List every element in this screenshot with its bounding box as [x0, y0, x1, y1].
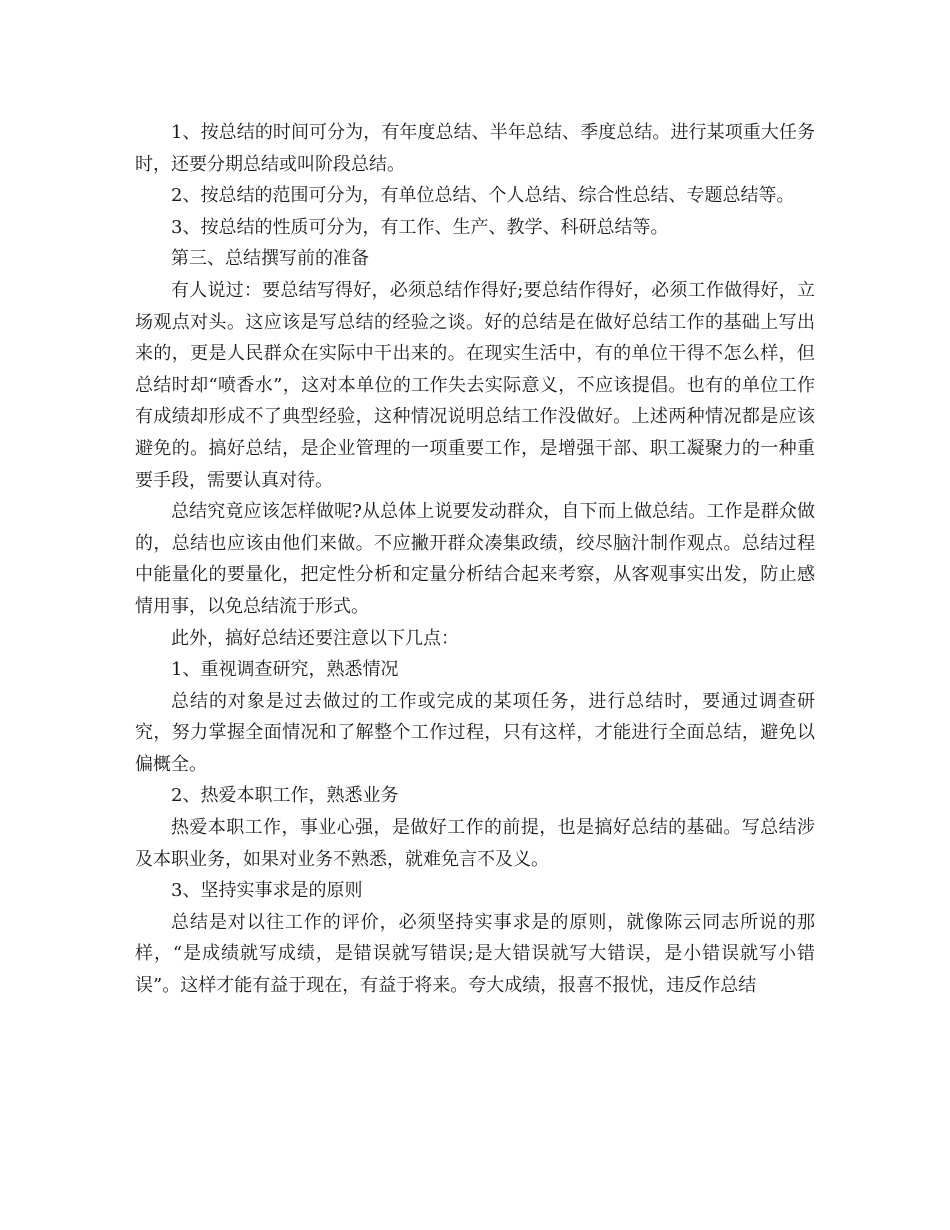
document-body: [135, 117, 815, 1002]
paragraph-investigation: 总结的对象是过去做过的工作或完成的某项任务，进行总结时，要通过调查研究，努力掌握全面情况和了解整个工作过程，只有这样，才能进行全面总结，避免以偏概全。: [135, 690, 815, 775]
paragraph-nature-classification: 3、按总结的性质可分为，有工作、生产、教学、科研总结等。: [171, 216, 669, 238]
point-heading-investigation: 1、重视调查研究，熟悉情况: [171, 659, 399, 681]
point-heading-love-work: 2、热爱本职工作，熟悉业务: [171, 785, 399, 807]
paragraph-scope-classification: 2、按总结的范围可分为，有单位总结、个人总结、综合性总结、专题总结等。: [171, 185, 795, 207]
section-heading-preparation: 第三、总结撰写前的准备: [171, 248, 369, 270]
paragraph-points-intro: 此外，搞好总结还要注意以下几点：: [171, 627, 459, 649]
paragraph-how-to-summarize: 总结究竟应该怎样做呢?从总体上说要发动群众，自下而上做总结。工作是群众做的，总结也应该由他们来做。不应撇开群众凑集政绩，绞尽脑汁制作观点。总结过程中能量化的要量化，把定性分析和定量分析结合起来考察，从客观事实出发，防止感情用事，以免总结流于形式。: [135, 501, 815, 617]
point-heading-truth: 3、坚持实事求是的原则: [171, 880, 363, 902]
paragraph-good-summary: 有人说过：要总结写得好，必须总结作得好;要总结作得好，必须工作做得好，立场观点对头。这应该是写总结的经验之谈。好的总结是在做好总结工作的基础上写出来的，更是人民群众在实际中干出来的。在现实生活中，有的单位干得不怎么样，但总结时却“喷香水”，这对本单位的工作失去实际意义，不应该提倡。也有的单位工作有成绩却形成不了典型经验，这种情况说明总结工作没做好。上述两种情况都是应该避免的。搞好总结，是企业管理的一项重要工作，是增强干部、职工凝聚力的一种重要手段，需要认真对待。: [135, 279, 815, 491]
paragraph-time-classification: 1、按总结的时间可分为，有年度总结、半年总结、季度总结。进行某项重大任务时，还要分期总结或叫阶段总结。: [135, 122, 815, 175]
paragraph-truth: 总结是对以往工作的评价，必须坚持实事求是的原则，就像陈云同志所说的那样，“是成绩就写成绩，是错误就写错误;是大错误就写大错误，是小错误就写小错误”。这样才能有益于现在，有益于将来。夸大成绩，报喜不报忧，违反作总结: [135, 911, 815, 997]
paragraph-love-work: 热爱本职工作，事业心强，是做好工作的前提，也是搞好总结的基础。写总结涉及本职业务，如果对业务不熟悉，就难免言不及义。: [135, 817, 815, 870]
